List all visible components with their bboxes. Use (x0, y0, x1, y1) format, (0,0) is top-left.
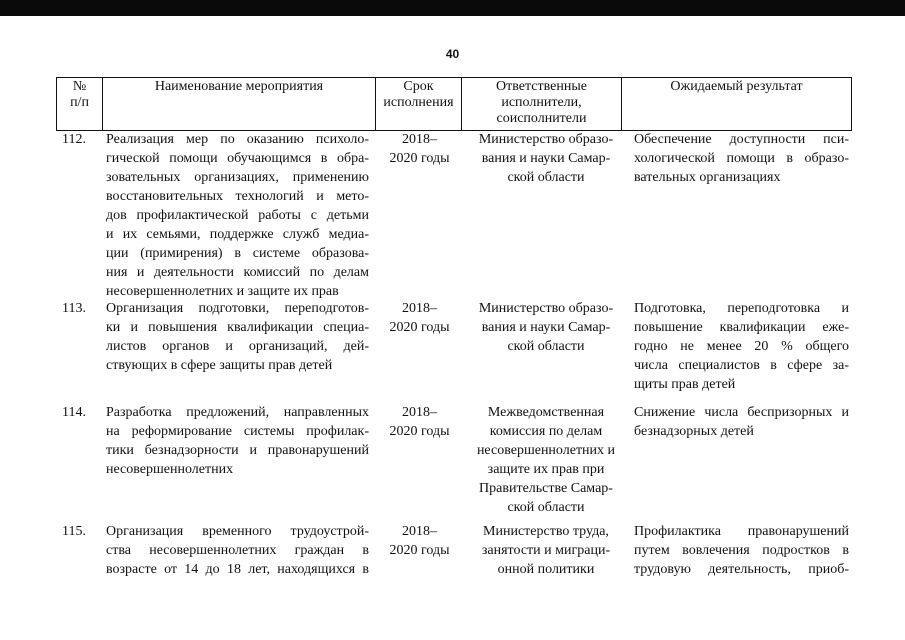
text-line: хологической помощи в образо- (634, 151, 849, 166)
header-term-line: Срок (403, 79, 434, 94)
row-activity-name (106, 130, 369, 301)
text-line: Снижение числа беспризорных и (634, 405, 849, 420)
text-line: ской области (507, 339, 585, 354)
header-term-line: исполнения (383, 95, 454, 110)
text-line: ской области (507, 170, 585, 185)
text-line: комиссия по делам (489, 424, 603, 439)
text-line: возрасте от 14 до 18 лет, находящихся в (106, 562, 369, 577)
text-line: дов профилактической работы с детьми (106, 208, 369, 223)
text-line: Организация временного трудоустрой- (106, 524, 369, 539)
text-line: 2020 годы (389, 151, 450, 166)
scan-top-border (0, 0, 905, 16)
text-line: 2018– (402, 405, 437, 420)
header-responsible (462, 78, 622, 131)
row-responsible (470, 403, 622, 517)
text-line: вательных организациях (634, 170, 781, 185)
text-line: Межведомственная (487, 405, 605, 420)
text-line: числа специалистов в сфере за- (634, 358, 849, 373)
text-line: Обеспечение доступности пси- (634, 132, 849, 147)
text-line: защите их прав при (487, 462, 605, 477)
text-line: годно не менее 20 % общего (634, 339, 849, 354)
row-term (377, 522, 462, 560)
header-num-line: п/п (70, 95, 89, 110)
text-line: щиты прав детей (634, 377, 736, 392)
row-number: 114. (62, 405, 86, 420)
table-header (56, 77, 852, 131)
row-responsible (470, 522, 622, 579)
text-line: Подготовка, переподготовка и (634, 301, 849, 316)
text-line: зовательных организациях, применению (106, 170, 369, 185)
text-line: Организация подготовки, переподготов- (106, 301, 369, 316)
text-line: 2020 годы (389, 543, 450, 558)
row-activity-name (106, 299, 369, 375)
text-line: тики безнадзорности и правонарушений (106, 443, 369, 458)
text-line: трудовую деятельность, приоб- (634, 562, 849, 577)
row-result (634, 403, 849, 441)
text-line: ской области (507, 500, 585, 515)
header-responsible-line: исполнители, (501, 95, 582, 110)
text-line: вания и науки Самар- (481, 320, 611, 335)
row-term (377, 299, 462, 337)
text-line: несовершеннолетних и защите их прав (106, 284, 339, 299)
text-line: 2020 годы (389, 320, 450, 335)
text-line: повышение квалификации еже- (634, 320, 849, 335)
row-responsible (470, 130, 622, 187)
text-line: несовершеннолетних (106, 462, 234, 477)
text-line: ки и повышения квалификации специа- (106, 320, 369, 335)
row-term (377, 403, 462, 441)
header-num (57, 78, 103, 131)
text-line: несовершеннолетних и (476, 443, 616, 458)
header-responsible-line: соисполнители (496, 111, 587, 126)
row-result (634, 299, 849, 394)
text-line: ства несовершеннолетних граждан в (106, 543, 369, 558)
row-activity-name (106, 522, 369, 579)
row-result (634, 522, 849, 579)
row-number: 115. (62, 524, 86, 539)
text-line: восстановительных технологий и мето- (106, 189, 369, 204)
text-line: Разработка предложений, направленных (106, 405, 369, 420)
text-line: вания и науки Самар- (481, 151, 611, 166)
text-line: ствующих в сфере защиты прав детей (106, 358, 333, 373)
page-number: 40 (445, 47, 460, 61)
text-line: 2018– (402, 524, 437, 539)
text-line: Реализация мер по оказанию психоло- (106, 132, 369, 147)
row-responsible (470, 299, 622, 356)
row-activity-name (106, 403, 369, 479)
row-number: 113. (62, 301, 86, 316)
text-line: и их семьями, поддержке служб медиа- (106, 227, 369, 242)
header-num-line: № (72, 79, 87, 94)
text-line: Министерство образо- (478, 301, 614, 316)
text-line: Правительстве Самар- (479, 481, 613, 496)
header-result: Ожидаемый результат (622, 78, 852, 131)
text-line: на реформирование системы профилак- (106, 424, 369, 439)
text-line: ции (примирения) в системе образова- (106, 246, 369, 261)
header-responsible-line: Ответственные (496, 79, 587, 94)
row-term (377, 130, 462, 168)
text-line: гической помощи обучающимся в обра- (106, 151, 369, 166)
text-line: Министерство труда, (483, 524, 609, 539)
text-line: Профилактика правонарушений (634, 524, 849, 539)
text-line: онной политики (497, 562, 595, 577)
text-line: листов органов и организаций, дей- (106, 339, 369, 354)
text-line: безнадзорных детей (634, 424, 754, 439)
text-line: 2020 годы (389, 424, 450, 439)
text-line: путем вовлечения подростков в (634, 543, 849, 558)
row-number: 112. (62, 132, 86, 147)
row-result (634, 130, 849, 187)
text-line: занятости и миграци- (481, 543, 611, 558)
text-line: ния и деятельности комиссий по делам (106, 265, 369, 280)
text-line: Министерство образо- (478, 132, 614, 147)
header-term (376, 78, 462, 131)
text-line: 2018– (402, 132, 437, 147)
text-line: 2018– (402, 301, 437, 316)
header-name: Наименование мероприятия (103, 78, 376, 131)
